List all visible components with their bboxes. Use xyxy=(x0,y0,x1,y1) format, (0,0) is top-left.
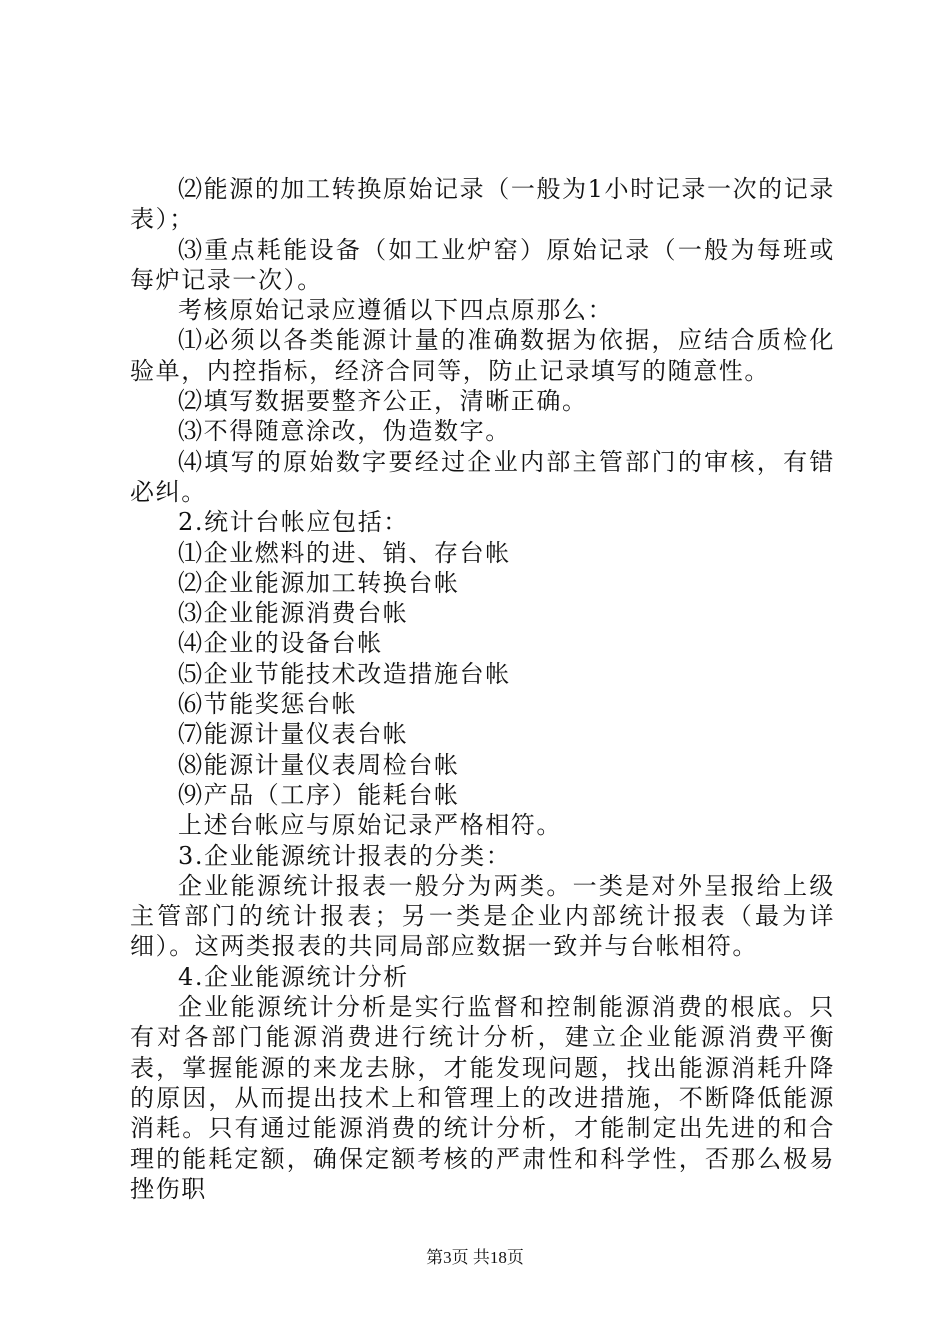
section-heading-reports: 3.企业能源统计报表的分类： xyxy=(178,841,512,870)
paragraph-reports: 企业能源统计报表一般分为两类。一类是对外呈报给上级主管部门的统计报表；另一类是企业内部统计报表（最为详细）。这两类报表的共同局部应数据一致并与台帐相符。 xyxy=(130,871,835,961)
ledger-item-9: ⑼产品（工序）能耗台帐 xyxy=(178,780,460,809)
ledger-item-5: ⑸企业节能技术改造措施台帐 xyxy=(178,659,511,688)
section-heading-ledgers: 2.统计台帐应包括： xyxy=(178,508,409,537)
ledger-item-2: ⑵企业能源加工转换台帐 xyxy=(178,568,460,597)
ledger-item-1: ⑴企业燃料的进、销、存台帐 xyxy=(178,538,511,567)
ledger-item-7: ⑺能源计量仪表台帐 xyxy=(178,720,409,749)
ledger-item-3: ⑶企业能源消费台帐 xyxy=(178,599,409,628)
paragraph-item-3-record: ⑶重点耗能设备（如工业炉窑）原始记录（一般为每班或每炉记录一次）。 xyxy=(130,235,835,294)
paragraph-principle-1: ⑴必须以各类能源计量的准确数据为依据，应结合质检化验单，内控指标，经济合同等，防止记录填写的随意性。 xyxy=(130,326,835,385)
paragraph-ledger-conformity: 上述台帐应与原始记录严格相符。 xyxy=(178,811,562,840)
document-body xyxy=(130,174,835,1204)
paragraph-principle-4: ⑷填写的原始数字要经过企业内部主管部门的审核，有错必纠。 xyxy=(130,447,835,506)
ledger-item-6: ⑹节能奖惩台帐 xyxy=(178,690,358,719)
ledger-item-8: ⑻能源计量仪表周检台帐 xyxy=(178,750,460,779)
paragraph-principle-2: ⑵填写数据要整齐公正，清晰正确。 xyxy=(178,387,588,416)
page-number-footer: 第3页 共18页 xyxy=(426,1248,524,1267)
paragraph-analysis: 企业能源统计分析是实行监督和控制能源消费的根底。只有对各部门能源消费进行统计分析，建立企业能源消费平衡表，掌握能源的来龙去脉，才能发现问题，找出能源消耗升降的原因，从而提出技术上和管理上的改进措施，不断降低能源消耗。只有通过能源消费的统计分析，才能制定出先进的和合理的能耗定额，确保定额考核的严肃性和科学性，否那么极易挫伤职 xyxy=(130,993,835,1203)
ledger-item-4: ⑷企业的设备台帐 xyxy=(178,629,383,658)
paragraph-principle-3: ⑶不得随意涂改，伪造数字。 xyxy=(178,417,511,446)
section-heading-analysis: 4.企业能源统计分析 xyxy=(178,962,409,991)
paragraph-item-2-record: ⑵能源的加工转换原始记录（一般为1小时记录一次的记录表）； xyxy=(130,175,835,234)
paragraph-principles-intro: 考核原始记录应遵循以下四点原那么： xyxy=(178,296,614,325)
